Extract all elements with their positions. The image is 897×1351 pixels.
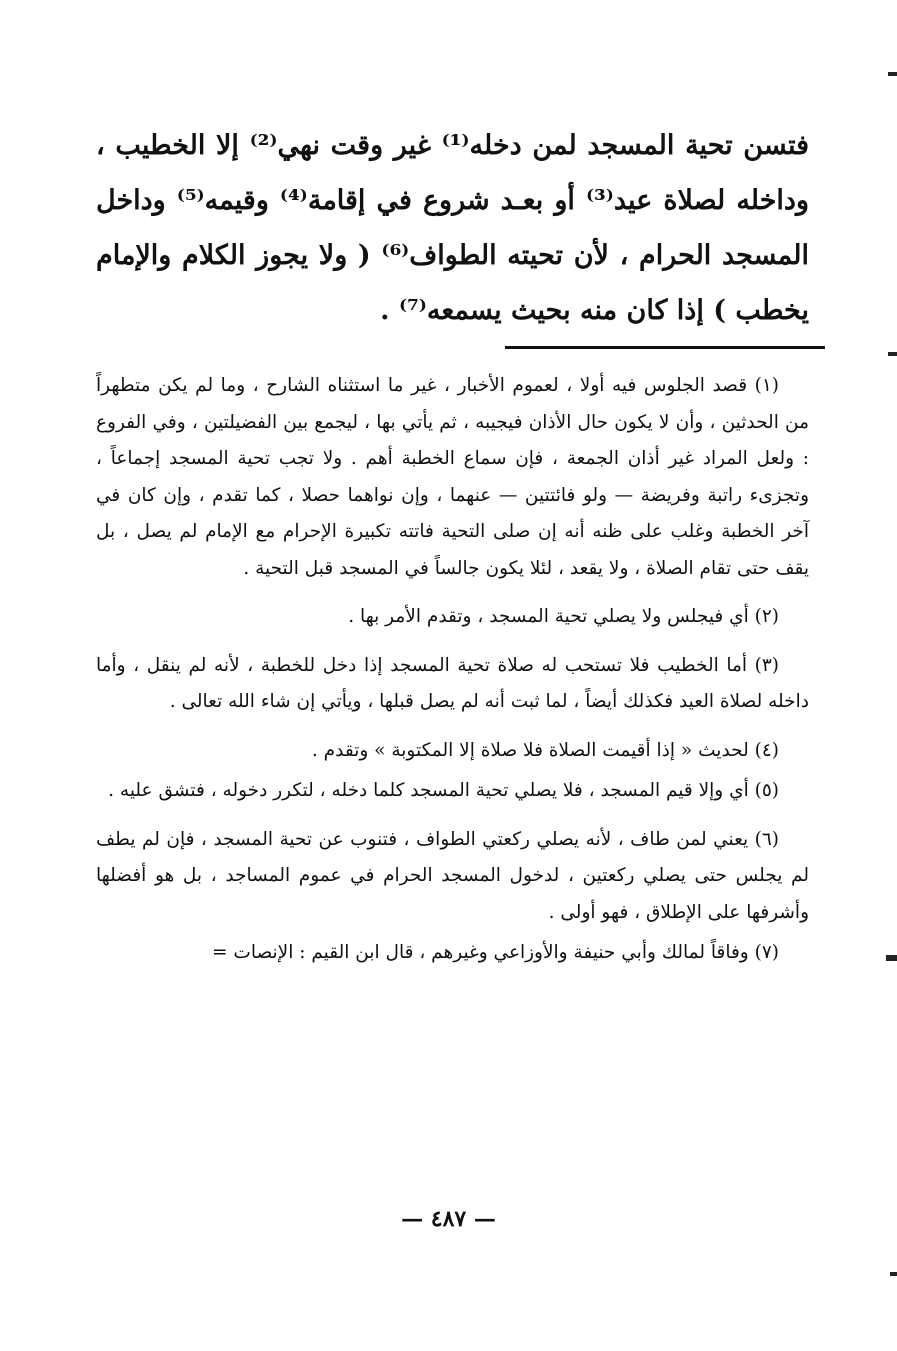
footnote-divider [505,346,825,349]
footnote-2: (٢) أي فيجلس ولا يصلي تحية المسجد ، وتقدم الأمر بها . [348,606,779,627]
main-text: فتسن تحية المسجد لمن دخله⁽¹⁾ غير وقت نهي⁽²⁾ إلا الخطيب ، وداخله لصلاة عيد⁽³⁾ أو بعـد شروع في إقامة⁽⁴⁾ وقيمه⁽⁵⁾ وداخل المسجد الحرام ، لأن تحيته الطواف⁽⁶⁾ ( ولا يجوز الكلام والإمام يخطب ) إذا كان منه بحيث يسمعه⁽⁷⁾ . [96,130,810,326]
footnote-5: (٥) أي وإلا قيم المسجد ، فلا يصلي تحية المسجد كلما دخله ، لتكرر دخوله ، فتشق عليه . [108,780,779,801]
edge-mark [886,955,897,961]
edge-mark [888,72,897,76]
footnotes [96,368,809,984]
footnote-1: (١) قصد الجلوس فيه أولا ، لعموم الأخبار ، غير ما استثناه الشارح ، وما لم يكن متطهراً من الحدثين ، وأن لا يكون حال الأذان فيجيبه ، ثم يأتي بها ، ليجمع بين الفضيلتين ، وفي الفروع : ولعل المراد غير أذان الجمعة ، فإن سماع الخطبة أهم . ولا تجب تحية المسجد إجماعاً ، وتجزىء راتبة وفريضة — ولو فائتتين — عنهما ، وإن نواهما حصلا ، كما تقدم ، وإن كان في آخر الخطبة وغلب على ظنه أنه إن صلى التحية فاتته تكبيرة الإحرام مع الإمام لم يصل ، بل يقف حتى تقام الصلاة ، ولا يقعد ، لئلا يكون جالساً في المسجد قبل التحية . [96,375,809,579]
edge-mark [888,352,897,356]
footnote-6: (٦) يعني لمن طاف ، لأنه يصلي ركعتي الطواف ، فتنوب عن تحية المسجد ، فإن لم يطف لم يجلس حتى يصلي ركعتين ، لدخول المسجد الحرام في عموم المساجد ، بل هو أفضلها وأشرفها على الإطلاق ، فهو أولى . [96,828,809,923]
page-number: — ٤٨٧ — [401,1206,496,1232]
footnote-3: (٣) أما الخطيب فلا تستحب له صلاة تحية المسجد إذا دخل للخطبة ، لأنه لم ينقل ، وأما داخله لصلاة العيد فكذلك أيضاً ، لما ثبت أنه لم يصل قبلها ، ويأتي إن شاء الله تعالى . [96,654,809,712]
edge-mark [890,1272,897,1276]
footnote-4: (٤) لحديث « إذا أقيمت الصلاة فلا صلاة إلا المكتوبة » وتقدم . [311,739,779,761]
footnote-7: (٧) وفاقاً لمالك وأبي حنيفة والأوزاعي وغيرهم ، قال ابن القيم : الإنصات = [212,942,779,963]
